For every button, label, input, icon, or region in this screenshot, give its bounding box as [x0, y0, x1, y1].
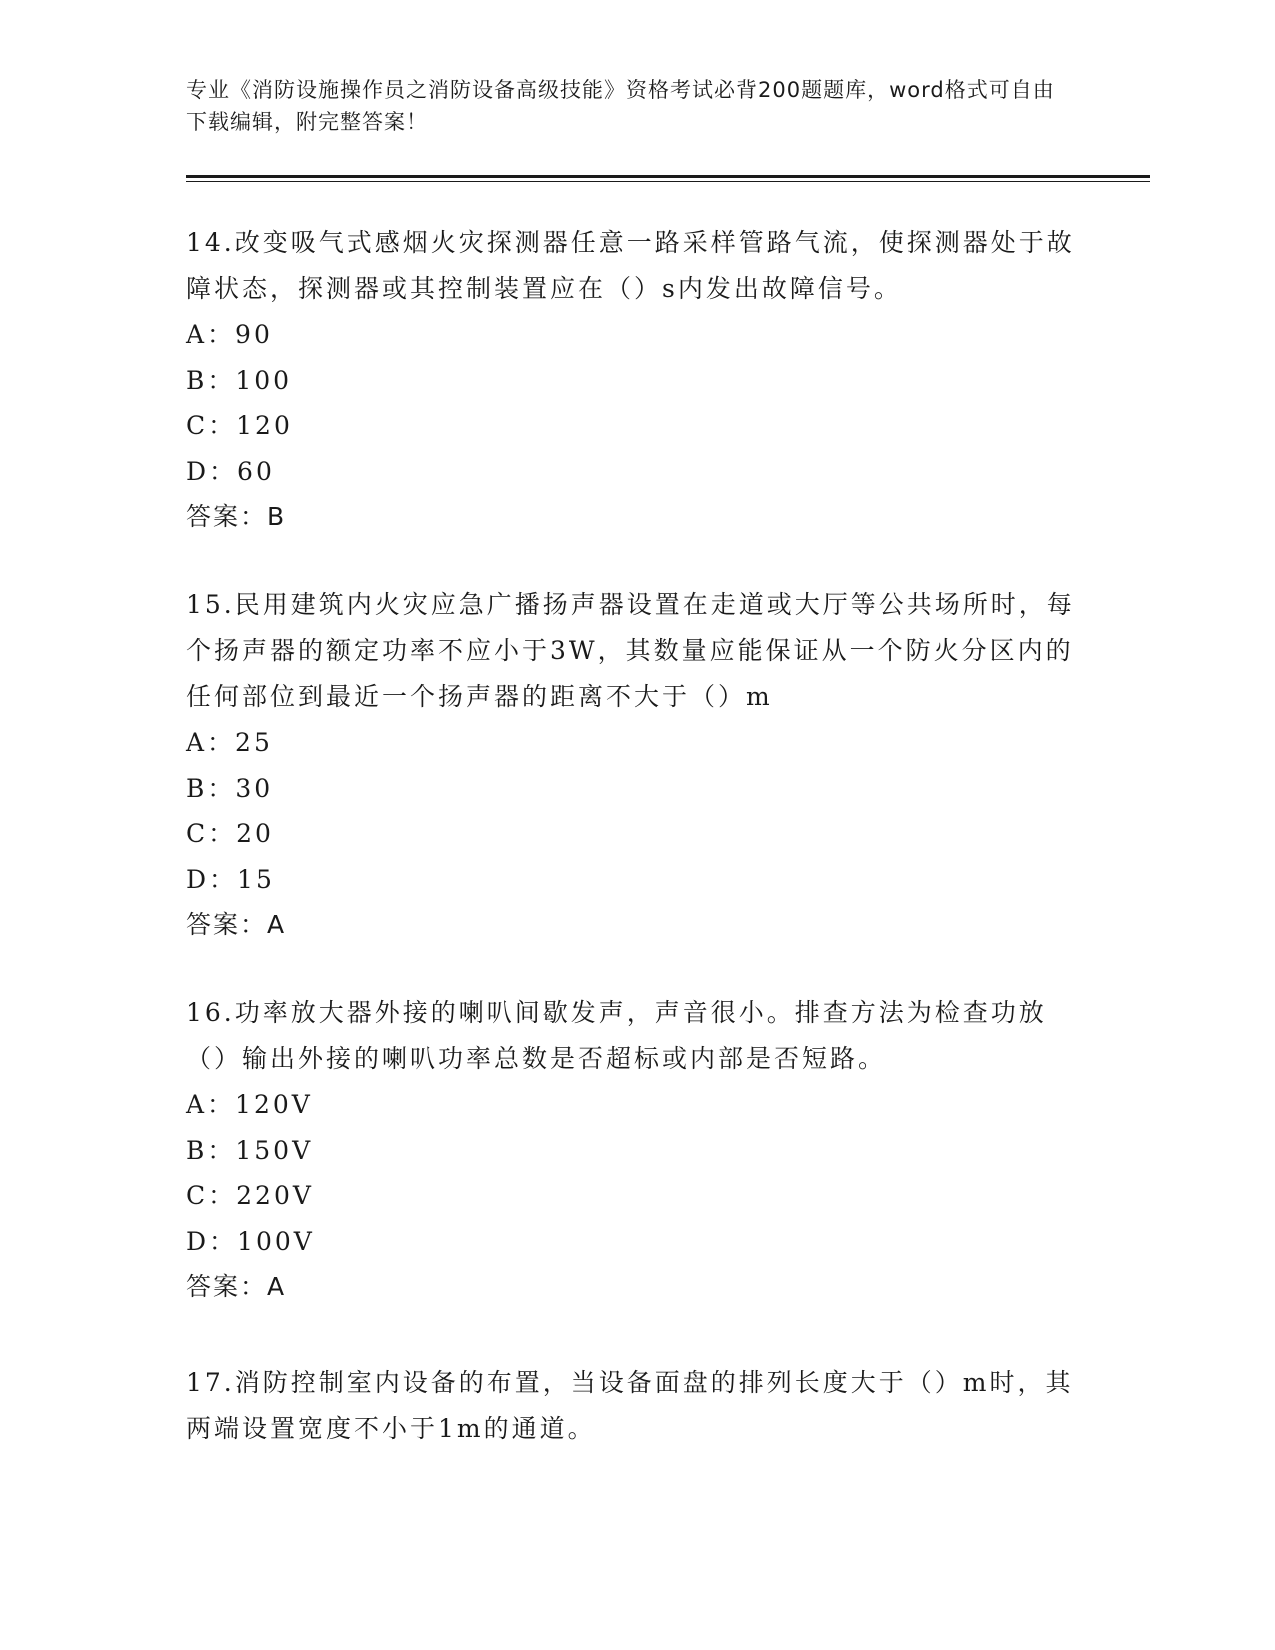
option-b: B：150V	[186, 1135, 314, 1165]
option-a: A：120V	[186, 1090, 313, 1119]
question-stem: 16.功率放大器外接的喇叭间歇发声，声音很小。排查方法为检查功放（）输出外接的喇叭功率总数是否超标或内部是否短路。	[186, 998, 1047, 1073]
option-a: A：25	[186, 728, 273, 757]
option-d: D：100V	[186, 1226, 315, 1256]
option-d: D：60	[186, 456, 275, 486]
question-stem: 14.改变吸气式感烟火灾探测器任意一路采样管路气流，使探测器处于故障状态，探测器或其控制装置应在（）s内发出故障信号。	[186, 228, 1075, 303]
option-c: C：220V	[186, 1181, 314, 1210]
header-divider-thick	[186, 175, 1150, 178]
question-16	[186, 990, 1086, 1309]
option-c: C：20	[186, 819, 274, 848]
option-b: B：100	[186, 365, 293, 395]
question-stem: 17.消防控制室内设备的布置，当设备面盘的排列长度大于（）m时，其两端设置宽度不小于1m的通道。	[186, 1368, 1074, 1443]
option-d: D：15	[186, 864, 275, 894]
question-15	[186, 582, 1086, 947]
question-17	[186, 1360, 1086, 1452]
header-divider-thin	[186, 181, 1150, 182]
answer: 答案：A	[186, 1272, 287, 1301]
answer: 答案：A	[186, 910, 287, 939]
question-14	[186, 220, 1086, 539]
answer: 答案：B	[186, 502, 287, 531]
option-b: B：30	[186, 773, 274, 803]
option-c: C：120	[186, 411, 293, 440]
option-a: A：90	[186, 320, 273, 349]
question-stem: 15.民用建筑内火灾应急广播扬声器设置在走道或大厅等公共场所时，每个扬声器的额定功率不应小于3W，其数量应能保证从一个防火分区内的任何部位到最近一个扬声器的距离不大于（）m	[186, 590, 1075, 711]
document-header: 专业《消防设施操作员之消防设备高级技能》资格考试必背200题题库，word格式可自由下载编辑，附完整答案！	[186, 78, 1055, 134]
